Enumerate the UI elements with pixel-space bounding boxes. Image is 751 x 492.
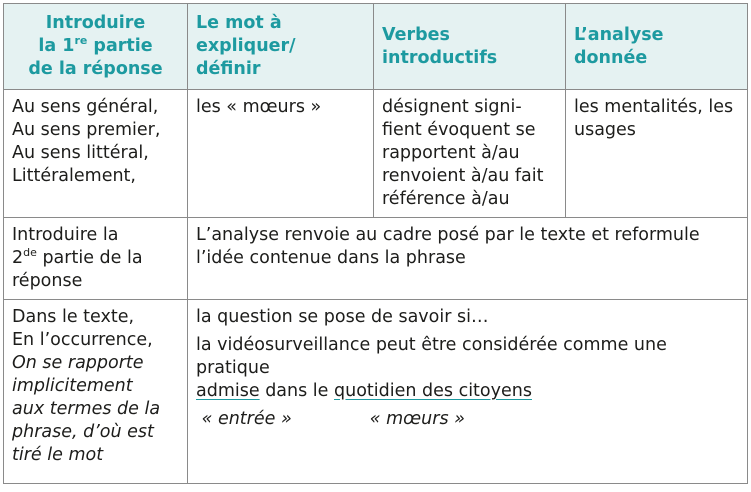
row1-col3-line: renvoient à/au fait — [382, 166, 544, 186]
row1-col3-line: rapportent à/au — [382, 143, 520, 163]
row2-span-line: L’analyse renvoie au cadre posé par le texte et reformule — [196, 225, 700, 245]
row3-col1-italic-line: phrase, d’où est — [12, 422, 154, 442]
row2-col1-line — [12, 247, 179, 270]
row3-span-line: la question se pose de savoir si… — [196, 307, 489, 327]
row1-col1-line: Littéralement, — [12, 166, 136, 186]
row3-col1-line: En l’occurrence, — [12, 330, 153, 350]
explanation-table — [3, 3, 748, 484]
label-moeurs: « mœurs » — [369, 409, 465, 429]
header-col1-text: la 1 — [38, 36, 75, 56]
row3-col1 — [4, 300, 188, 484]
header-col2-line: définir — [196, 59, 261, 79]
header-col1 — [4, 4, 188, 90]
row1-col1-line: Au sens général, — [12, 97, 159, 117]
underlined-phrase-quotidien: quotidien des citoyens — [334, 381, 532, 401]
header-col1-line — [12, 35, 179, 58]
row3-col1-italic-line: implicitement — [12, 376, 133, 396]
row3-span-line — [196, 408, 739, 431]
row1-col3 — [374, 90, 566, 218]
header-col1-text: partie — [87, 36, 153, 56]
header-col2 — [188, 4, 374, 90]
row1-col4 — [566, 90, 748, 218]
row2-col1-sup: de — [23, 246, 37, 259]
row3-span-line — [196, 380, 739, 403]
table-row — [4, 218, 748, 300]
row2-col1-line: Introduire la — [12, 225, 119, 245]
row3-col1-line: Dans le texte, — [12, 307, 135, 327]
row1-col1 — [4, 90, 188, 218]
row1-col4-line: les mentalités, les — [574, 97, 734, 117]
row3-text: dans le — [259, 381, 334, 401]
row1-col3-line: désignent signi- — [382, 97, 522, 117]
row1-col1-line: Au sens littéral, — [12, 143, 149, 163]
underlined-word-admise: admise — [196, 381, 260, 401]
row2-col1-text: 2 — [12, 248, 24, 268]
row1-col3-line: référence à/au — [382, 189, 510, 209]
header-col4: L’analyse donnée — [566, 4, 748, 90]
row1-col2: les « mœurs » — [188, 90, 374, 218]
row3-col1-italic-line: On se rapporte — [12, 353, 144, 373]
row3-col1-italic-line: aux termes de la — [12, 399, 161, 419]
row2-col1 — [4, 218, 188, 300]
header-col1-sup: re — [74, 34, 88, 47]
row1-col1-line: Au sens premier, — [12, 120, 161, 140]
row3-col1-italic-line: tiré le mot — [12, 445, 104, 465]
table-row — [4, 90, 748, 218]
header-col3: Verbes introductifs — [374, 4, 566, 90]
header-col2-line: Le mot à expliquer/ — [196, 13, 296, 56]
row3-span — [188, 300, 748, 484]
table-row — [4, 300, 748, 484]
row3-span-line: la vidéosurveillance peut être considérée comme une pratique — [196, 335, 667, 378]
label-entree: « entrée » — [201, 409, 292, 429]
row1-col4-line: usages — [574, 120, 636, 140]
header-col1-line: de la réponse — [28, 59, 163, 79]
row2-col1-text: partie de la — [36, 248, 143, 268]
row1-col3-line: fient évoquent se — [382, 120, 536, 140]
header-col1-line: Introduire — [45, 13, 146, 33]
row2-span — [188, 218, 748, 300]
header-row — [4, 4, 748, 90]
row2-col1-line: réponse — [12, 271, 83, 291]
row2-span-line: l’idée contenue dans la phrase — [196, 248, 466, 268]
